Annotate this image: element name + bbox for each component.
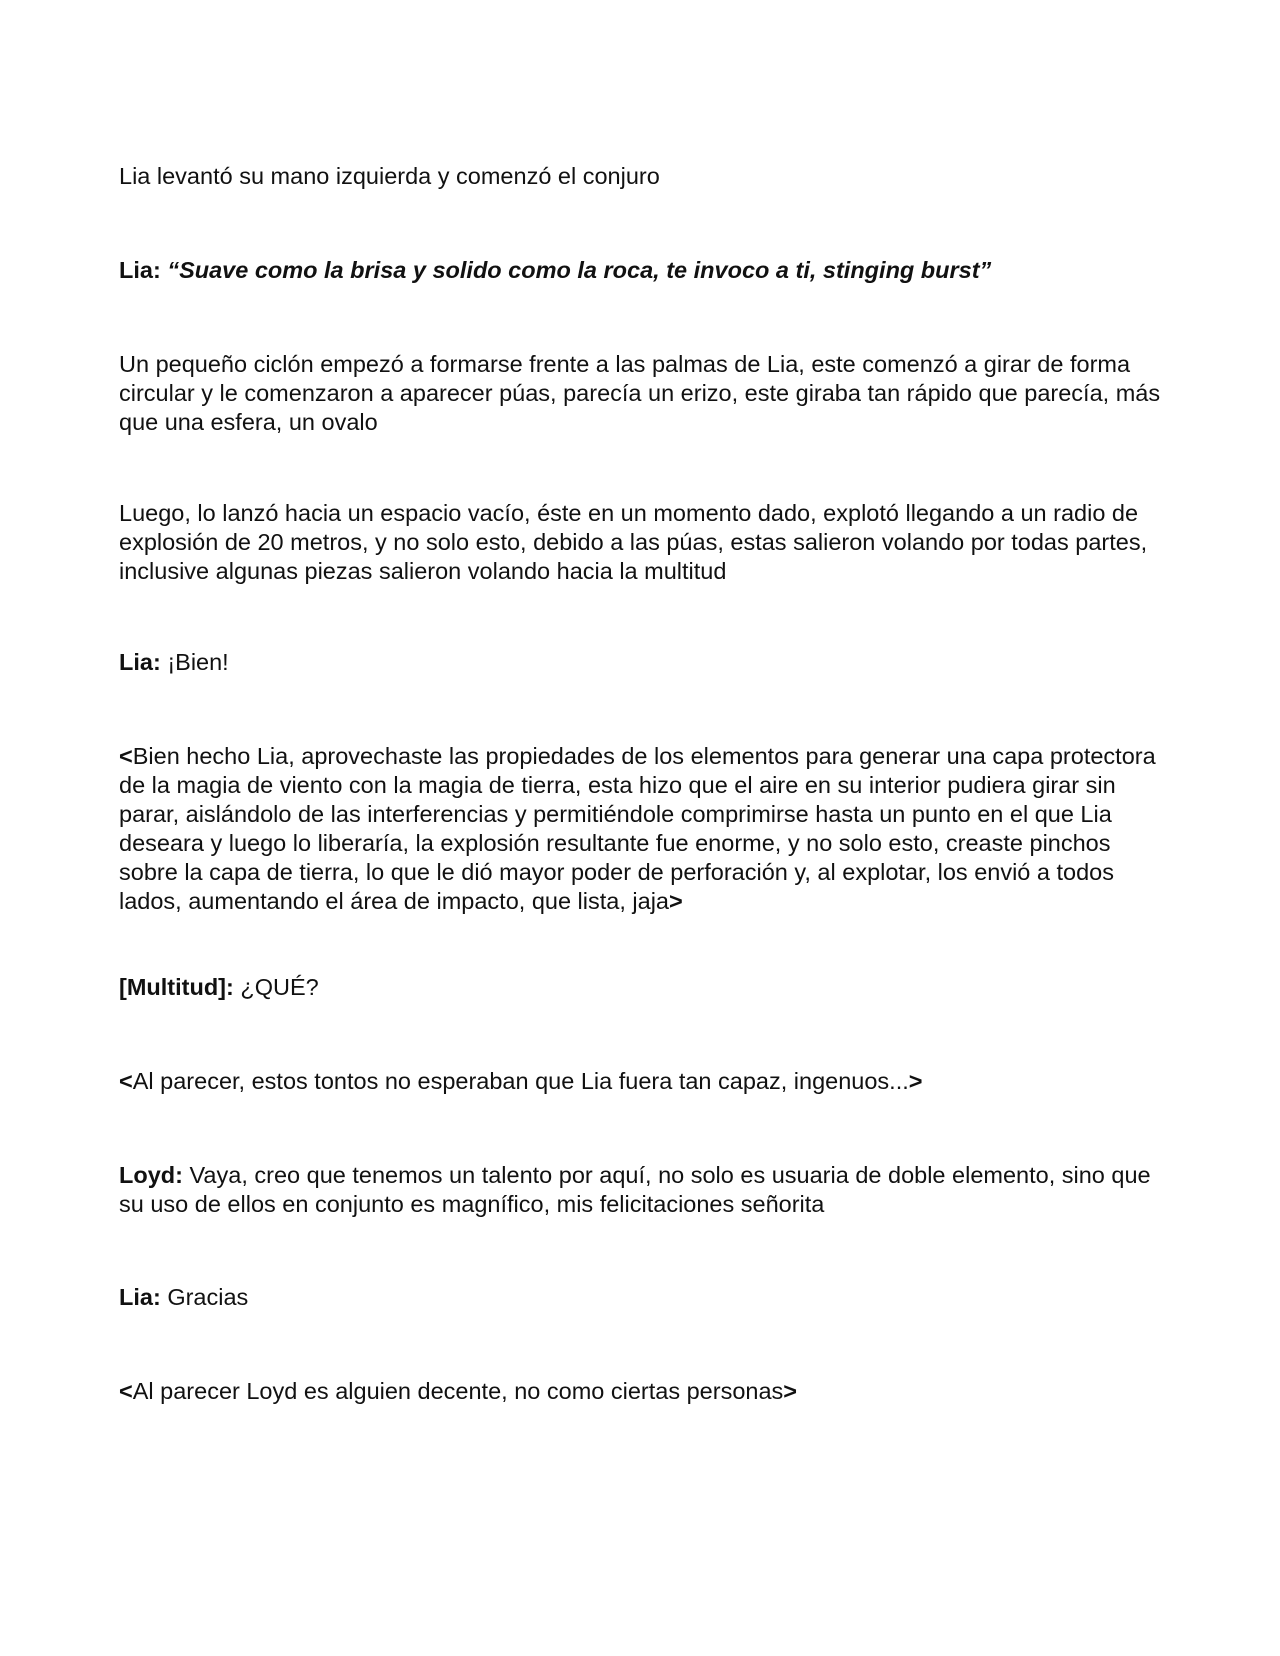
narration-paragraph-3	[119, 350, 1164, 437]
speaker-label: [Multitud]:	[119, 974, 234, 1000]
speaker-label: Lia:	[119, 1284, 161, 1310]
dialogue-loyd	[119, 1161, 1164, 1219]
speaker-label: Lia:	[119, 257, 161, 283]
system-message-3	[119, 1377, 1164, 1406]
speaker-label: Lia:	[119, 649, 161, 675]
dialogue-text: ¿QUÉ?	[240, 974, 319, 1000]
dialogue-text: Gracias	[167, 1284, 249, 1310]
narration-paragraph-1	[119, 162, 1164, 191]
system-text: Al parecer Loyd es alguien decente, no como ciertas personas	[132, 1378, 784, 1404]
system-text: Al parecer, estos tontos no esperaban que Lia fuera tan capaz, ingenuos...	[132, 1068, 909, 1094]
spell-incantation: “Suave como la brisa y solido como la roca, te invoco a ti, stinging burst”	[167, 257, 992, 283]
dialogue-lia-spell	[119, 256, 1164, 285]
dialogue-lia-gracias	[119, 1283, 1164, 1312]
bracket-open: <	[119, 743, 133, 769]
bracket-close: >	[783, 1378, 798, 1404]
dialogue-text: ¡Bien!	[167, 649, 229, 675]
bracket-open: <	[119, 1378, 133, 1404]
bracket-open: <	[119, 1068, 133, 1094]
narration-text: Un pequeño ciclón empezó a formarse frente a las palmas de Lia, este comenzó a girar de forma circular y le comenzaron a aparecer púas, parecía un erizo, este giraba tan rápido que parecía, más que una esfera, un ovalo	[119, 351, 1161, 435]
system-text: Bien hecho Lia, aprovechaste las propiedades de los elementos para generar una capa protectora de la magia de viento con la magia de tierra, esta hizo que el aire en su interior pudiera girar sin parar, aislándolo de las interferencias y permitiéndole comprimirse hasta un punto en el que Lia deseara y luego lo liberaría, la explosión resultante fue enorme, y no solo esto, creaste pinchos sobre la capa de tierra, lo que le dió mayor poder de perforación y, al explotar, los envió a todos lados, aumentando el área de impacto, que lista, jaja	[119, 743, 1156, 914]
narration-text: Lia levantó su mano izquierda y comenzó el conjuro	[119, 163, 660, 189]
system-message-2	[119, 1067, 1164, 1096]
bracket-close: >	[669, 888, 683, 914]
speaker-label: Loyd:	[119, 1162, 183, 1188]
narration-text: Luego, lo lanzó hacia un espacio vacío, éste en un momento dado, explotó llegando a un radio de explosión de 20 metros, y no solo esto, debido a las púas, estas salieron volando por todas partes, inclusive algunas piezas salieron volando hacia la multitud	[119, 500, 1148, 584]
dialogue-text: Vaya, creo que tenemos un talento por aquí, no solo es usuaria de doble elemento, sino que su uso de ellos en conjunto es magnífico, mis felicitaciones señorita	[119, 1162, 1151, 1217]
system-message-1	[119, 742, 1164, 916]
dialogue-lia-bien	[119, 648, 1164, 677]
bracket-close: >	[908, 1068, 923, 1094]
narration-paragraph-4	[119, 499, 1164, 586]
dialogue-multitud	[119, 973, 1164, 1002]
